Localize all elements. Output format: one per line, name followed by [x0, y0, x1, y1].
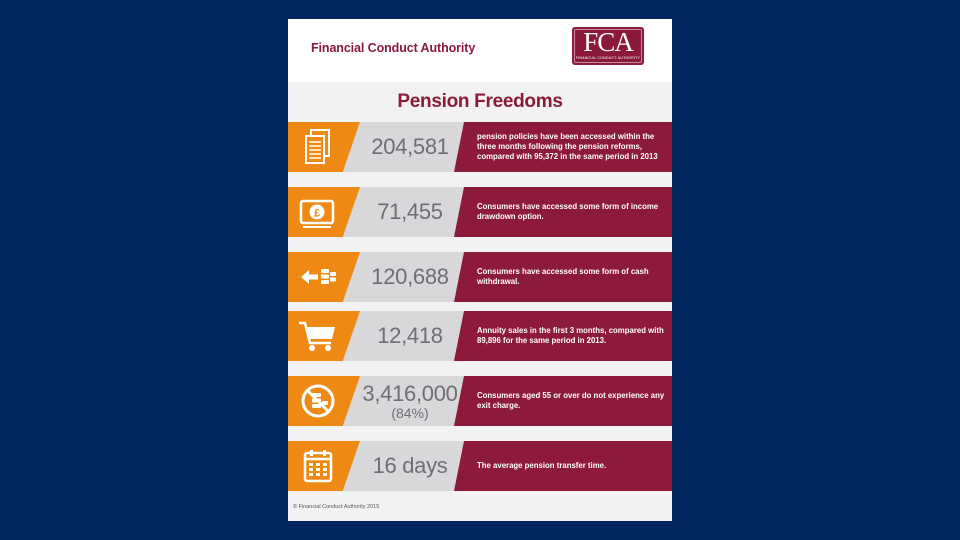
- infographic-card: [288, 19, 672, 521]
- stat-row-policies-accessed: [288, 122, 672, 172]
- stat-value: 3,416,000: [362, 381, 458, 406]
- no-exit-charge-icon: [297, 382, 339, 420]
- stat-subvalue: (84%): [391, 405, 429, 421]
- stat-value-box: [352, 122, 468, 172]
- stat-value-box: [352, 252, 468, 302]
- stat-row-transfer-time: [288, 441, 672, 491]
- stat-value: 120,688: [371, 264, 449, 289]
- copyright-footer: © Financial Conduct Authority 2015: [293, 504, 380, 510]
- stat-row-income-drawdown: [288, 187, 672, 237]
- document-icon: [297, 128, 339, 166]
- stat-value-box: [352, 311, 468, 361]
- stat-value-box: [352, 376, 468, 426]
- stat-row-exit-charge: [288, 376, 672, 426]
- pound-note-icon: [297, 193, 339, 231]
- stat-description: Annuity sales in the first 3 months, compared with 89,896 for the same period in 2013.: [477, 326, 664, 345]
- logo-mark: FCA: [583, 27, 633, 57]
- page-title: Pension Freedoms: [397, 91, 563, 112]
- svg-text:£: £: [313, 207, 321, 220]
- fca-logo: [572, 27, 644, 65]
- stat-value: 204,581: [371, 134, 449, 159]
- stat-description: Consumers have accessed some form of cash withdrawal.: [477, 267, 649, 286]
- stat-value-box: [352, 187, 468, 237]
- header: [288, 19, 672, 82]
- stat-row-annuity-sales: [288, 311, 672, 361]
- stat-value: 12,418: [377, 323, 443, 348]
- stat-description: Consumers have accessed some form of income drawdown option.: [477, 202, 659, 221]
- org-name: Financial Conduct Authority: [311, 41, 476, 55]
- stat-value: 71,455: [377, 199, 443, 224]
- stat-value: 16 days: [372, 453, 448, 478]
- stat-value-box: [352, 441, 468, 491]
- stat-description: pension policies have been accessed within the three months following the pension reforms, compared with 95,372 in the same period in 2013: [477, 132, 658, 161]
- cash-withdrawal-icon: [297, 258, 339, 296]
- stat-description: The average pension transfer time.: [477, 461, 607, 470]
- stat-description: Consumers aged 55 or over do not experience any exit charge.: [477, 391, 665, 410]
- calendar-icon: [297, 447, 339, 485]
- shopping-cart-icon: [297, 317, 339, 355]
- logo-subtext: FINANCIAL CONDUCT AUTHORITY: [575, 56, 641, 60]
- stat-row-cash-withdrawal: [288, 252, 672, 302]
